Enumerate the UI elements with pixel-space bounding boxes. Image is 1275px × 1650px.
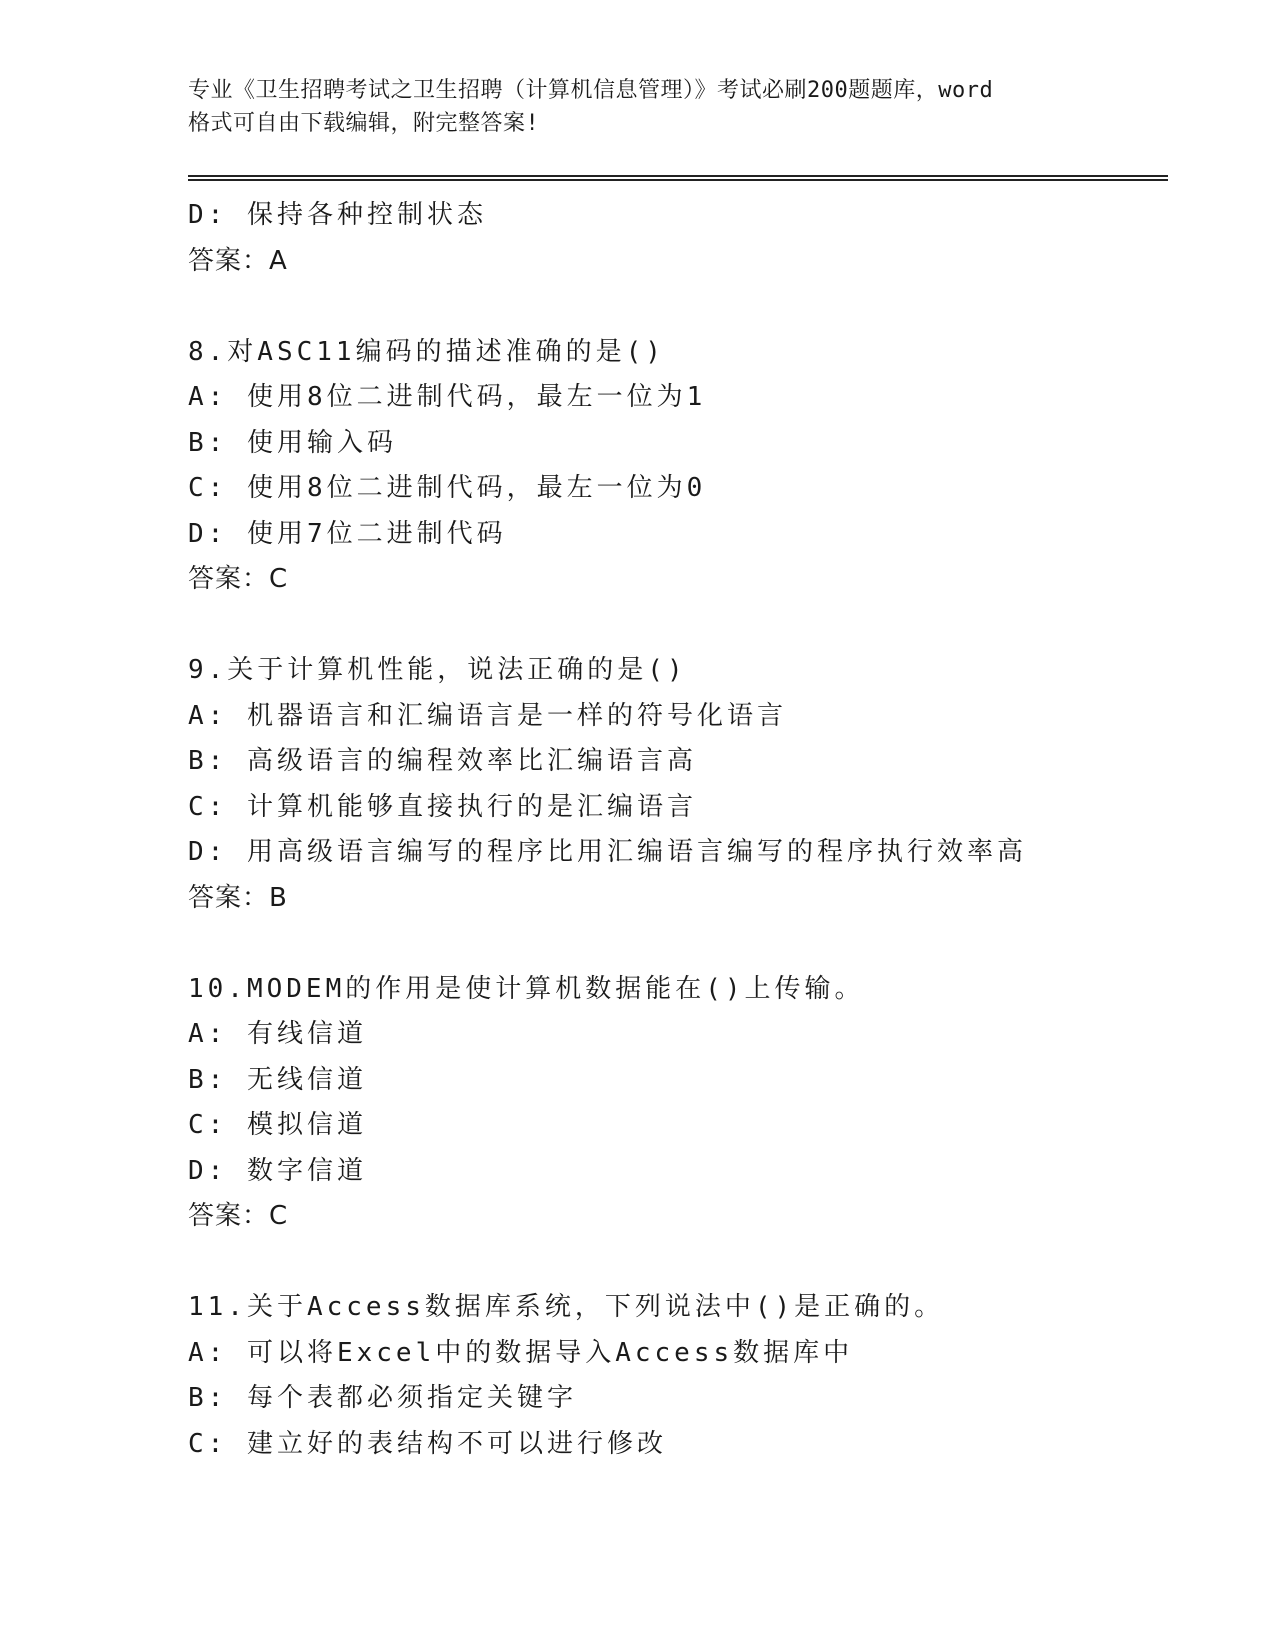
option-a: A: 可以将Excel中的数据导入Access数据库中 [188,1337,854,1368]
header-title-line-1: 专业《卫生招聘考试之卫生招聘（计算机信息管理）》考试必刷200题题库，word [188,78,994,103]
option-a: A: 使用8位二进制代码，最左一位为1 [188,382,707,412]
option-a: A: 机器语言和汇编语言是一样的符号化语言 [188,700,787,731]
answer-line: 答案：C [188,564,289,594]
document-page [188,0,1168,1467]
option-c: C: 模拟信道 [188,1110,367,1140]
option-b: B: 无线信道 [188,1064,367,1095]
document-header [188,74,1168,140]
header-divider [188,175,1168,181]
option-b: B: 高级语言的编程效率比汇编语言高 [188,746,697,776]
spacer [188,284,1168,330]
answer-line: 答案：C [188,1201,289,1231]
question-list [188,193,1168,1467]
option-c: C: 使用8位二进制代码，最左一位为0 [188,473,707,503]
option-d: D: 用高级语言编写的程序比用汇编语言编写的程序执行效率高 [188,837,1027,867]
question-8: 8.对ASC11编码的描述准确的是() [188,336,665,367]
option-c: C: 计算机能够直接执行的是汇编语言 [188,791,697,822]
option-c: C: 建立好的表结构不可以进行修改 [188,1428,667,1459]
option-a: A: 有线信道 [188,1019,367,1049]
spacer [188,603,1168,649]
spacer [188,921,1168,967]
question-9: 9.关于计算机性能，说法正确的是() [188,655,687,685]
spacer [188,1240,1168,1286]
option-d: D: 使用7位二进制代码 [188,518,507,549]
question-10: 10.MODEM的作用是使计算机数据能在()上传输。 [188,973,865,1004]
header-title-line-2: 格式可自由下载编辑，附完整答案! [188,111,540,136]
question-11: 11.关于Access数据库系统，下列说法中()是正确的。 [188,1292,945,1322]
answer-line: 答案：B [188,882,288,913]
answer-line: 答案：A [188,245,288,276]
option-b: B: 每个表都必须指定关键字 [188,1383,577,1413]
option-d: D: 数字信道 [188,1155,367,1186]
option-b: B: 使用输入码 [188,427,397,458]
option-d: D: 保持各种控制状态 [188,200,487,230]
